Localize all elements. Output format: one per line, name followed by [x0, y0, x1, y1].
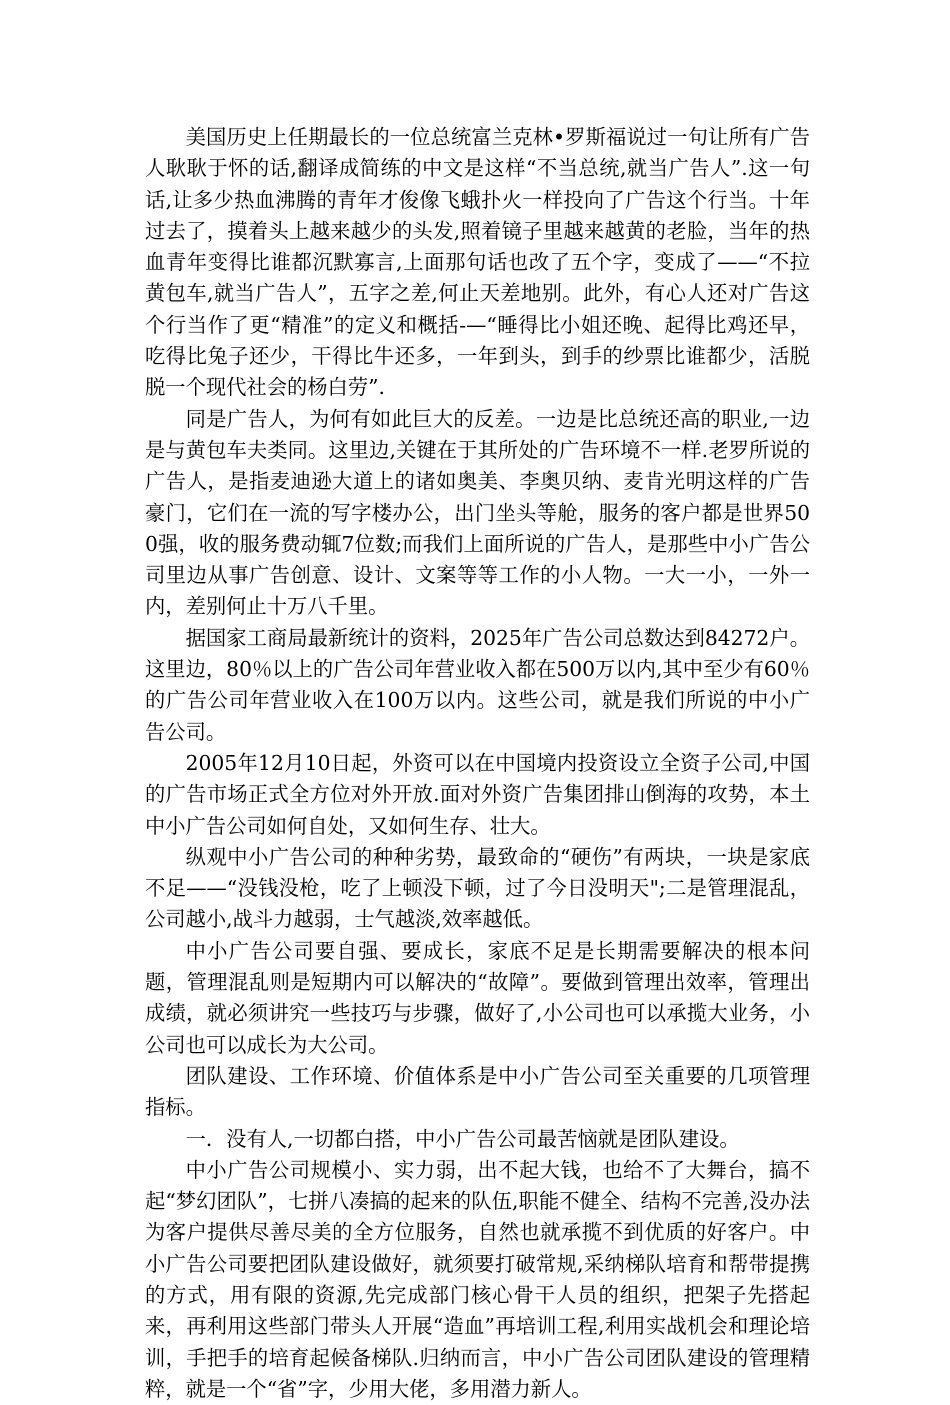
paragraph-statistics: 据国家工商局最新统计的资料，2025年广告公司总数达到84272户。这里边，80％以上的广告公司年营业收入都在500万以内,其中至少有60％的广告公司年营业收入在100万以内。这些公司，就是我们所说的中小广告公司。: [145, 625, 810, 744]
paragraph-team-building: 中小广告公司规模小、实力弱，出不起大钱，也给不了大舞台，搞不起“梦幻团队”，七拼八凑搞的起来的队伍,职能不健全、结构不完善,没办法为客户提供尽善尽美的全方位服务，自然也就承揽不到优质的好客户。中小广告公司要把团队建设做好，就须要打破常规,采纳梯队培育和帮带提携的方式，用有限的资源,先完成部门核心骨干人员的组织，把架子先搭起来，再利用这些部门带头人开展“造血”再培训工程,利用实战机会和理论培训，手把手的培育起候备梯队.归纳而言，中小广告公司团队建设的管理精粹，就是一个“省”字，少用大佬，多用潜力新人。: [145, 1157, 810, 1401]
paragraph-market-opening: 2005年12月10日起，外资可以在中国境内投资设立全资子公司,中国的广告市场正式全方位对外开放.面对外资广告集团排山倒海的攻势，本土中小广告公司如何自处，又如何生存、壮大。: [145, 750, 810, 838]
paragraph-section-one-heading: 一．没有人,一切都白搭，中小广告公司最苦恼就是团队建设。: [185, 1126, 740, 1151]
paragraph-growth: 中小广告公司要自强、要成长，家底不足是长期需要解决的根本问题，管理混乱则是短期内可以解决的“故障”。要做到管理出效率，管理出成绩，就必须讲究一些技巧与步骤，做好了,小公司也可以承揽大业务，小公司也可以成长为大公司。: [145, 938, 810, 1057]
document-body: [145, 122, 810, 1405]
paragraph-management-indicators: 团队建设、工作环境、价值体系是中小广告公司至关重要的几项管理指标。: [145, 1063, 810, 1120]
paragraph-contrast: 同是广告人，为何有如此巨大的反差。一边是比总统还高的职业,一边是与黄包车夫类同。这里边,关键在于其所处的广告环境不一样.老罗所说的广告人，是指麦迪逊大道上的诸如奥美、李奥贝纳、麦肯光明这样的广告豪门，它们在一流的写字楼办公，出门坐头等舱，服务的客户都是世界500强，收的服务费动辄7位数;而我们上面所说的广告人，是那些中小广告公司里边从事广告创意、设计、文案等等工作的小人物。一大一小，一外一内，差别何止十万八千里。: [145, 406, 810, 619]
paragraph-weaknesses: 纵观中小广告公司的种种劣势，最致命的“硬伤”有两块，一块是家底不足——“没钱没枪，吃了上顿没下顿，过了今日没明天";二是管理混乱，公司越小,战斗力越弱，士气越淡,效率越低。: [145, 844, 810, 932]
paragraph-roosevelt-quote: 美国历史上任期最长的一位总统富兰克林•罗斯福说过一句让所有广告人耿耿于怀的话,翻译成简练的中文是这样“不当总统,就当广告人”.这一句话,让多少热血沸腾的青年才俊像飞蛾扑火一样投向了广告这个行当。十年过去了，摸着头上越来越少的头发,照着镜子里越来越黄的老脸，当年的热血青年变得比谁都沉默寡言,上面那句话也改了五个字，变成了——“不拉黄包车,就当广告人”，五字之差,何止天差地别。此外，有心人还对广告这个行当作了更“精准”的定义和概括-—“睡得比小姐还晚、起得比鸡还早，吃得比兔子还少，干得比牛还多，一年到头，到手的纱票比谁都少，活脱脱一个现代社会的杨白劳”.: [145, 125, 810, 400]
